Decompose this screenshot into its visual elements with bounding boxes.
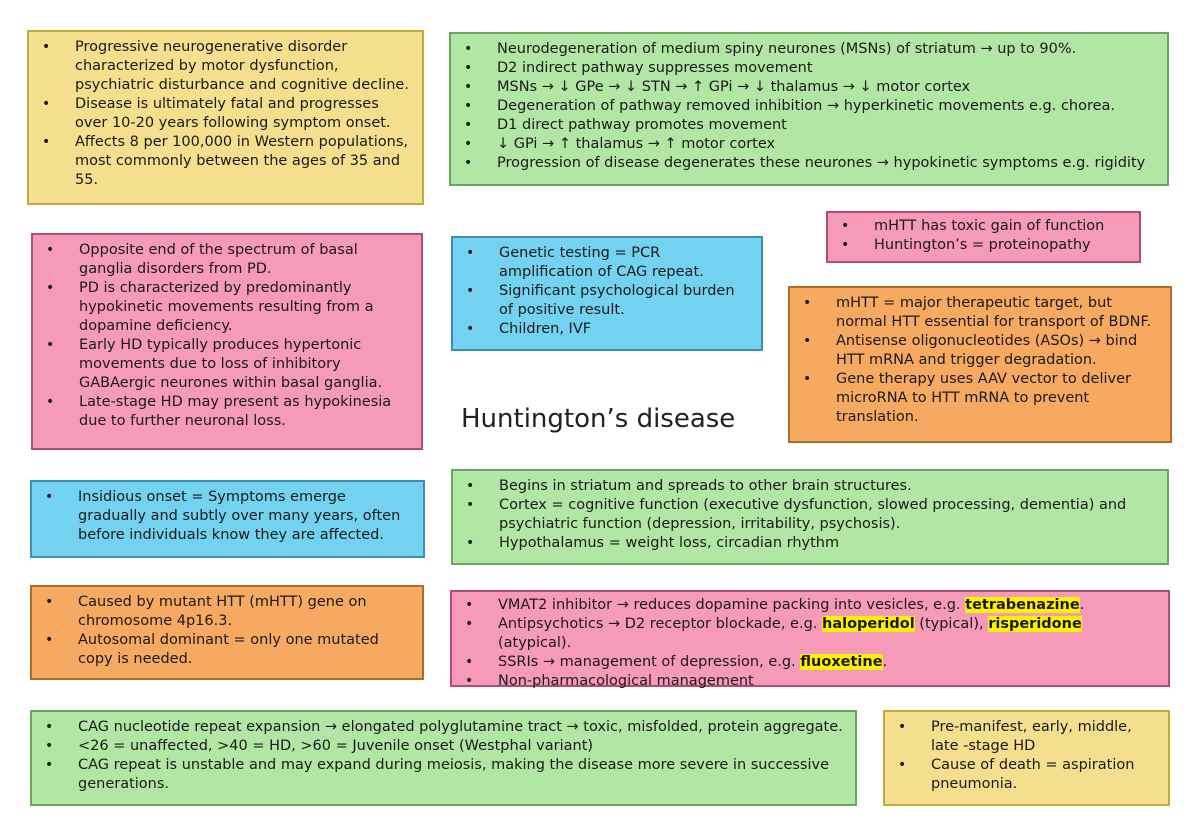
mhtt-function-box <box>826 211 1141 263</box>
list-item: • Significant psychological burden of positive result. <box>466 283 735 318</box>
drug-highlight: fluoxetine <box>800 654 883 670</box>
list-item: • Non-pharmacological management <box>465 673 754 689</box>
overview-box <box>27 30 424 205</box>
list-item: • Progressive neurogenerative disorder characterized by motor dysfunction, psychiatric disturbance and cognitive decline. <box>42 39 409 93</box>
onset-box <box>30 480 425 558</box>
list-item: • SSRIs → management of depression, e.g. fluoxetine. <box>465 654 888 670</box>
list-item: • D1 direct pathway promotes movement <box>464 117 787 133</box>
list-item: • MSNs → ↓ GPe → ↓ STN → ↑ GPi → ↓ thalamus → ↓ motor cortex <box>464 79 971 95</box>
drug-highlight: haloperidol <box>822 616 915 632</box>
list-item: • Autosomal dominant = only one mutated copy is needed. <box>45 632 379 667</box>
genetics-box <box>30 585 424 680</box>
list-item: • VMAT2 inhibitor → reduces dopamine packing into vesicles, e.g. tetrabenazine. <box>465 597 1085 613</box>
pathways-box <box>449 32 1169 186</box>
list-item: • Genetic testing = PCR amplification of CAG repeat. <box>466 245 704 280</box>
treatment-box <box>450 590 1170 687</box>
drug-highlight: risperidone <box>988 616 1082 632</box>
list-item: • Hypothalamus = weight loss, circadian rhythm <box>466 535 840 551</box>
drug-highlight: tetrabenazine <box>965 597 1080 613</box>
cag-box <box>30 710 857 806</box>
testing-box <box>451 236 763 351</box>
list-item: • Children, IVF <box>466 321 592 337</box>
stages-box <box>883 710 1170 806</box>
list-item: • D2 indirect pathway suppresses movement <box>464 60 813 76</box>
spread-box <box>451 469 1169 565</box>
list-item: • mHTT has toxic gain of function <box>841 218 1105 234</box>
therapeutics-box <box>788 286 1172 443</box>
list-item: • Huntington’s = proteinopathy <box>841 237 1091 253</box>
list-item: • Neurodegeneration of medium spiny neurones (MSNs) of striatum → up to 90%. <box>464 41 1077 57</box>
list-item: • Opposite end of the spectrum of basal ganglia disorders from PD. <box>46 242 358 277</box>
list-item: • Begins in striatum and spreads to other brain structures. <box>466 478 912 494</box>
list-item: • Antipsychotics → D2 receptor blockade, e.g. haloperidol (typical), risperidone (atypical). <box>465 616 1082 651</box>
list-item: • Pre-manifest, early, middle, late -stage HD <box>898 719 1132 754</box>
list-item: • <26 = unaffected, >40 = HD, >60 = Juvenile onset (Westphal variant) <box>45 738 594 754</box>
list-item: • PD is characterized by predominantly hypokinetic movements resulting from a dopamine deficiency. <box>46 280 374 334</box>
list-item: • CAG repeat is unstable and may expand during meiosis, making the disease more severe in successive generations. <box>45 757 829 792</box>
diagram-title: Huntington’s disease <box>461 404 736 434</box>
list-item: • Insidious onset = Symptoms emerge gradually and subtly over many years, often before individuals know they are affected. <box>45 489 401 543</box>
list-item: • Gene therapy uses AAV vector to deliver microRNA to HTT mRNA to prevent translation. <box>803 371 1131 425</box>
list-item: • Early HD typically produces hypertonic movements due to loss of inhibitory GABAergic neurones within basal ganglia. <box>46 337 383 391</box>
list-item: • Affects 8 per 100,000 in Western populations, most commonly between the ages of 35 and 55. <box>42 134 408 188</box>
list-item: • CAG nucleotide repeat expansion → elongated polyglutamine tract → toxic, misfolded, protein aggregate. <box>45 719 843 735</box>
list-item: • Cortex = cognitive function (executive dysfunction, slowed processing, dementia) and psychiatric function (depression, irritability, psychosis). <box>466 497 1127 532</box>
list-item: • Disease is ultimately fatal and progresses over 10-20 years following symptom onset. <box>42 96 391 131</box>
list-item: • ↓ GPi → ↑ thalamus → ↑ motor cortex <box>464 136 776 152</box>
list-item: • Caused by mutant HTT (mHTT) gene on chromosome 4p16.3. <box>45 594 367 629</box>
spectrum-box <box>31 233 423 450</box>
list-item: • Antisense oligonucleotides (ASOs) → bind HTT mRNA and trigger degradation. <box>803 333 1138 368</box>
list-item: • Late-stage HD may present as hypokinesia due to further neuronal loss. <box>46 394 392 429</box>
list-item: • mHTT = major therapeutic target, but normal HTT essential for transport of BDNF. <box>803 295 1152 330</box>
list-item: • Progression of disease degenerates these neurones → hypokinetic symptoms e.g. rigidity <box>464 155 1146 171</box>
list-item: • Degeneration of pathway removed inhibition → hyperkinetic movements e.g. chorea. <box>464 98 1116 114</box>
list-item: • Cause of death = aspiration pneumonia. <box>898 757 1135 792</box>
